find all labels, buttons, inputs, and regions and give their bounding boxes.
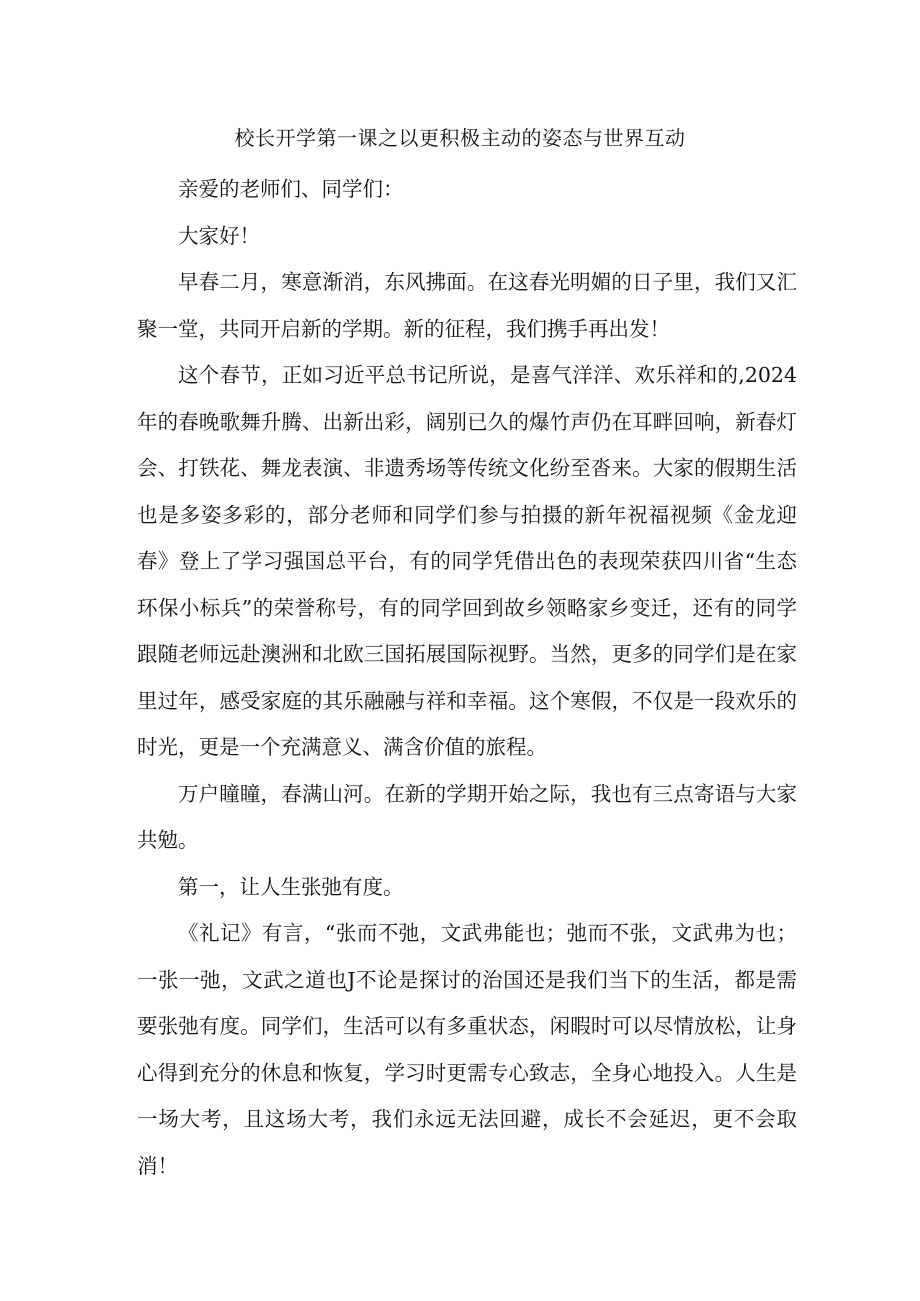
document-body [137,166,797,1189]
salutation-paragraph: 大家好！ [178,223,260,248]
body-paragraph: 早春二月，寒意渐消，东风拂面。在这春光明媚的日子里，我们又汇聚一堂，共同开启新的学期。新的征程，我们携手再出发！ [137,270,797,341]
body-paragraph: 这个春节，正如习近平总书记所说，是喜气洋洋、欢乐祥和的,2024年的春晚歌舞升腾、出新出彩，阔别已久的爆竹声仍在耳畔回响，新春灯会、打铁花、舞龙表演、非遗秀场等传统文化纷至沓来。大家的假期生活也是多姿多彩的，部分老师和同学们参与拍摄的新年祝福视频《金龙迎春》登上了学习强国总平台，有的同学凭借出色的表现荣获四川省“生态环保小标兵”的荣誉称号，有的同学回到故乡领略家乡变迁，还有的同学跟随老师远赴澳洲和北欧三国拓展国际视野。当然，更多的同学们是在家里过年，感受家庭的其乐融融与祥和幸福。这个寒假，不仅是一段欢乐的时光，更是一个充满意义、满含价值的旅程。 [137,363,797,759]
section-heading-paragraph: 第一，让人生张弛有度。 [178,874,404,899]
body-paragraph: 万户瞳瞳，春满山河。在新的学期开始之际，我也有三点寄语与大家共勉。 [137,781,797,852]
greeting-paragraph: 亲爱的老师们、同学们： [178,177,404,201]
body-paragraph: 《礼记》有言，“张而不弛，文武弗能也；弛而不张，文武弗为也；一张一弛，文武之道也J不论是探讨的治国还是我们当下的生活，都是需要张弛有度。同学们，生活可以有多重状态，闲暇时可以尽情放松，让身心得到充分的休息和恢复，学习时更需专心致志，全身心地投入。人生是一场大考，且这场大考，我们永远无法回避，成长不会延迟，更不会取消！ [137,921,797,1178]
document-title: 校长开学第一课之以更积极主动的姿态与世界互动 [234,126,686,150]
